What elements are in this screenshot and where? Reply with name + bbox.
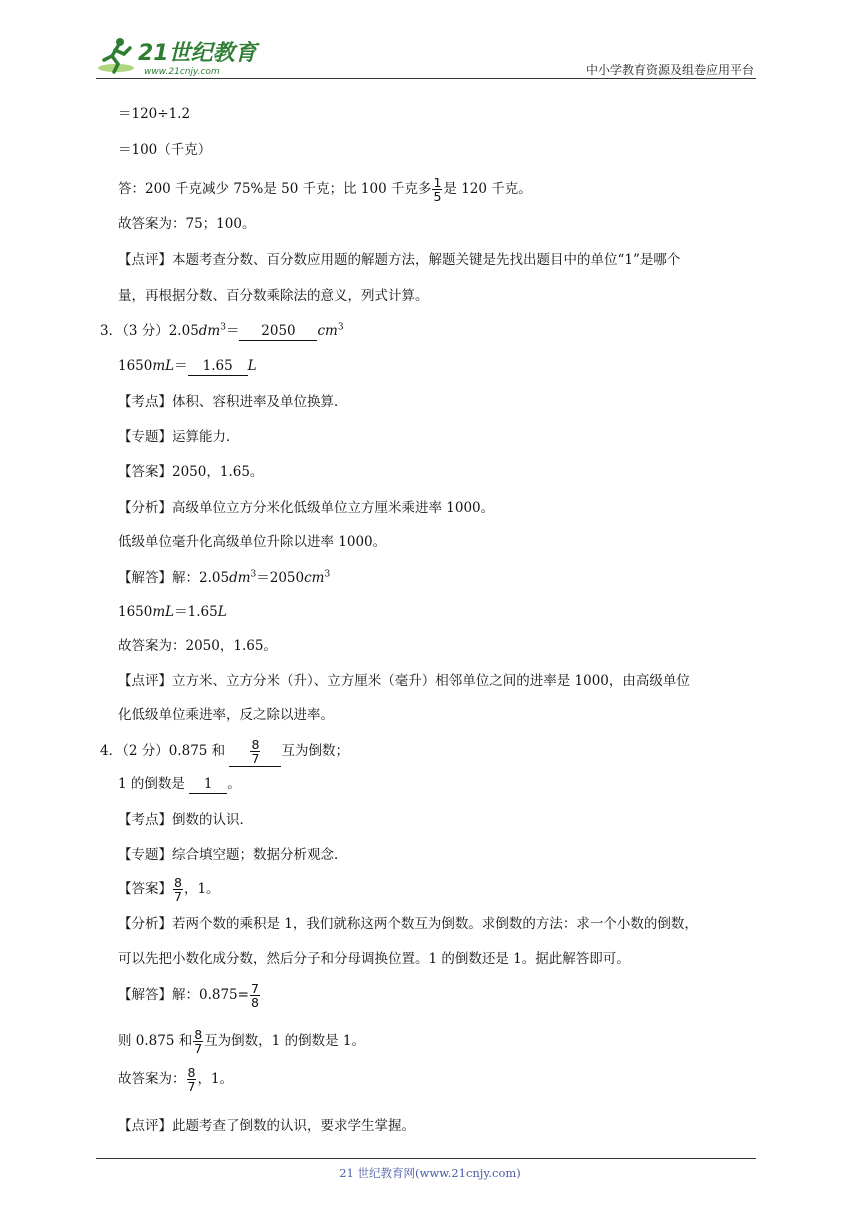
exponent: 3 xyxy=(220,322,226,333)
q4-l2-a: 1 的倒数是 xyxy=(118,776,185,792)
q4-kaodian: 【考点】倒数的认识． xyxy=(118,812,253,828)
unit-cm: cm xyxy=(304,570,325,586)
q3-dianping-2: 化低级单位乘进率，反之除以进率。 xyxy=(118,707,334,723)
exponent: 3 xyxy=(337,322,344,333)
q3-jieda-1 xyxy=(118,568,330,588)
ze-a: 则 0.875 和 xyxy=(118,1033,193,1049)
q4-guda xyxy=(118,1066,233,1093)
jieda2-a: 1650 xyxy=(118,604,153,620)
exponent: 3 xyxy=(324,569,331,580)
comment-line-2: 量，再根据分数、百分数乘除法的意义，列式计算。 xyxy=(118,288,429,304)
q3-value: 1650 xyxy=(118,358,153,374)
q3-jieda-2 xyxy=(118,602,227,622)
guda-b: ，1。 xyxy=(197,1071,234,1087)
q4-fenxi-1: 【分析】若两个数的乘积是 1，我们就称这两个数互为倒数。求倒数的方法：求一个小数的倒数， xyxy=(118,916,698,932)
answer-text-b: 是 120 千克。 xyxy=(443,181,532,197)
footer-divider xyxy=(96,1158,756,1159)
unit-l: L xyxy=(217,604,227,620)
platform-title: 中小学教育资源及组卷应用平台 xyxy=(585,63,754,77)
answer-blank-2: 1.65 xyxy=(188,357,248,376)
fraction-eight-sevenths: $\frac{8}{7}$ xyxy=(251,737,260,766)
question-3-line-2 xyxy=(118,356,257,376)
question-4-line-1 xyxy=(100,738,349,767)
page-header xyxy=(96,34,756,80)
fraction-eight-sevenths: $\frac{8}{7}$ xyxy=(187,1065,196,1094)
q3-guda: 故答案为：2050，1.65。 xyxy=(118,638,277,654)
comment-line-1: 【点评】本题考查分数、百分数应用题的解题方法，解题关键是先找出题目中的单位“1”是哪个 xyxy=(118,252,681,268)
q3-kaodian: 【考点】体积、容积进率及单位换算． xyxy=(118,394,348,410)
jieda-a: 【解答】解：0.875= xyxy=(118,987,249,1003)
header-divider xyxy=(96,78,756,79)
q3-fenxi-2: 低级单位毫升化高级单位升除以进率 1000。 xyxy=(118,534,387,550)
q4-head-b: 互为倒数； xyxy=(281,743,349,759)
q3-fenxi-1: 【分析】高级单位立方分米化低级单位立方厘米乘进率 1000。 xyxy=(118,500,495,516)
q3-zhuanti: 【专题】运算能力． xyxy=(118,429,240,445)
fraction-eight-sevenths: $\frac{8}{7}$ xyxy=(174,875,182,904)
q3-head: 3．（3 分）2.05 xyxy=(100,323,199,339)
q3-dianping-1: 【点评】立方米、立方分米（升）、立方厘米（毫升）相邻单位之间的进率是 1000，由高级单位 xyxy=(118,673,690,689)
ze-b: 互为倒数，1 的倒数是 1。 xyxy=(204,1033,365,1049)
question-4-line-2 xyxy=(118,774,241,794)
fraction-one-fifth: $\frac{1}{5}$ xyxy=(433,175,442,204)
final-answer-1: 故答案为：75；100。 xyxy=(118,216,256,232)
fraction-eight-sevenths: $\frac{8}{7}$ xyxy=(194,1027,203,1056)
q4-l2-b: 。 xyxy=(227,776,241,792)
guda-a: 故答案为： xyxy=(118,1071,186,1087)
unit-cm: cm xyxy=(317,323,338,339)
logo-url: www.21cnjy.com xyxy=(144,67,220,77)
q4-dianping: 【点评】此题考查了倒数的认识，要求学生掌握。 xyxy=(118,1118,415,1134)
answer-line xyxy=(118,176,532,203)
answer-blank-3 xyxy=(229,738,281,767)
exponent: 3 xyxy=(250,569,257,580)
unit-dm: dm xyxy=(229,570,251,586)
unit-ml: mL xyxy=(152,358,175,374)
page-footer: 21 世纪教育网(www.21cnjy.com) xyxy=(339,1166,521,1180)
q4-daan xyxy=(118,876,220,903)
calc-line-1: ＝120÷1.2 xyxy=(118,106,191,122)
site-logo xyxy=(96,34,266,78)
answer-text-a: 答：200 千克减少 75%是 50 千克；比 100 千克多 xyxy=(118,181,432,197)
unit-ml: mL xyxy=(152,604,175,620)
equals: ＝ xyxy=(225,323,240,339)
equals: ＝ xyxy=(174,358,188,374)
answer-blank-1: 2050 xyxy=(239,322,317,341)
q3-daan: 【答案】2050，1.65。 xyxy=(118,464,264,480)
unit-l: L xyxy=(247,358,257,374)
q4-head-a: 4．（2 分）0.875 和 xyxy=(100,743,226,759)
q4-fenxi-2: 可以先把小数化成分数，然后分子和分母调换位置。1 的倒数还是 1。据此解答即可。 xyxy=(118,951,630,967)
logo-text: 21世纪教育 xyxy=(138,41,257,66)
jieda2-b: ＝1.65 xyxy=(174,604,218,620)
jieda-a: 【解答】解：2.05 xyxy=(118,570,230,586)
question-3-line-1 xyxy=(100,321,344,341)
calc-line-2: ＝100（千克） xyxy=(118,142,212,158)
q4-zhuanti: 【专题】综合填空题；数据分析观念． xyxy=(118,847,348,863)
unit-dm: dm xyxy=(198,323,221,339)
answer-blank-4: 1 xyxy=(189,775,227,794)
daan-a: 【答案】 xyxy=(118,881,172,897)
jieda-b: ＝2050 xyxy=(256,570,305,586)
daan-b: ，1。 xyxy=(183,881,220,897)
q4-jieda xyxy=(118,982,261,1009)
q4-ze xyxy=(118,1028,365,1055)
fraction-seven-eighths: $\frac{7}{8}$ xyxy=(250,981,259,1010)
